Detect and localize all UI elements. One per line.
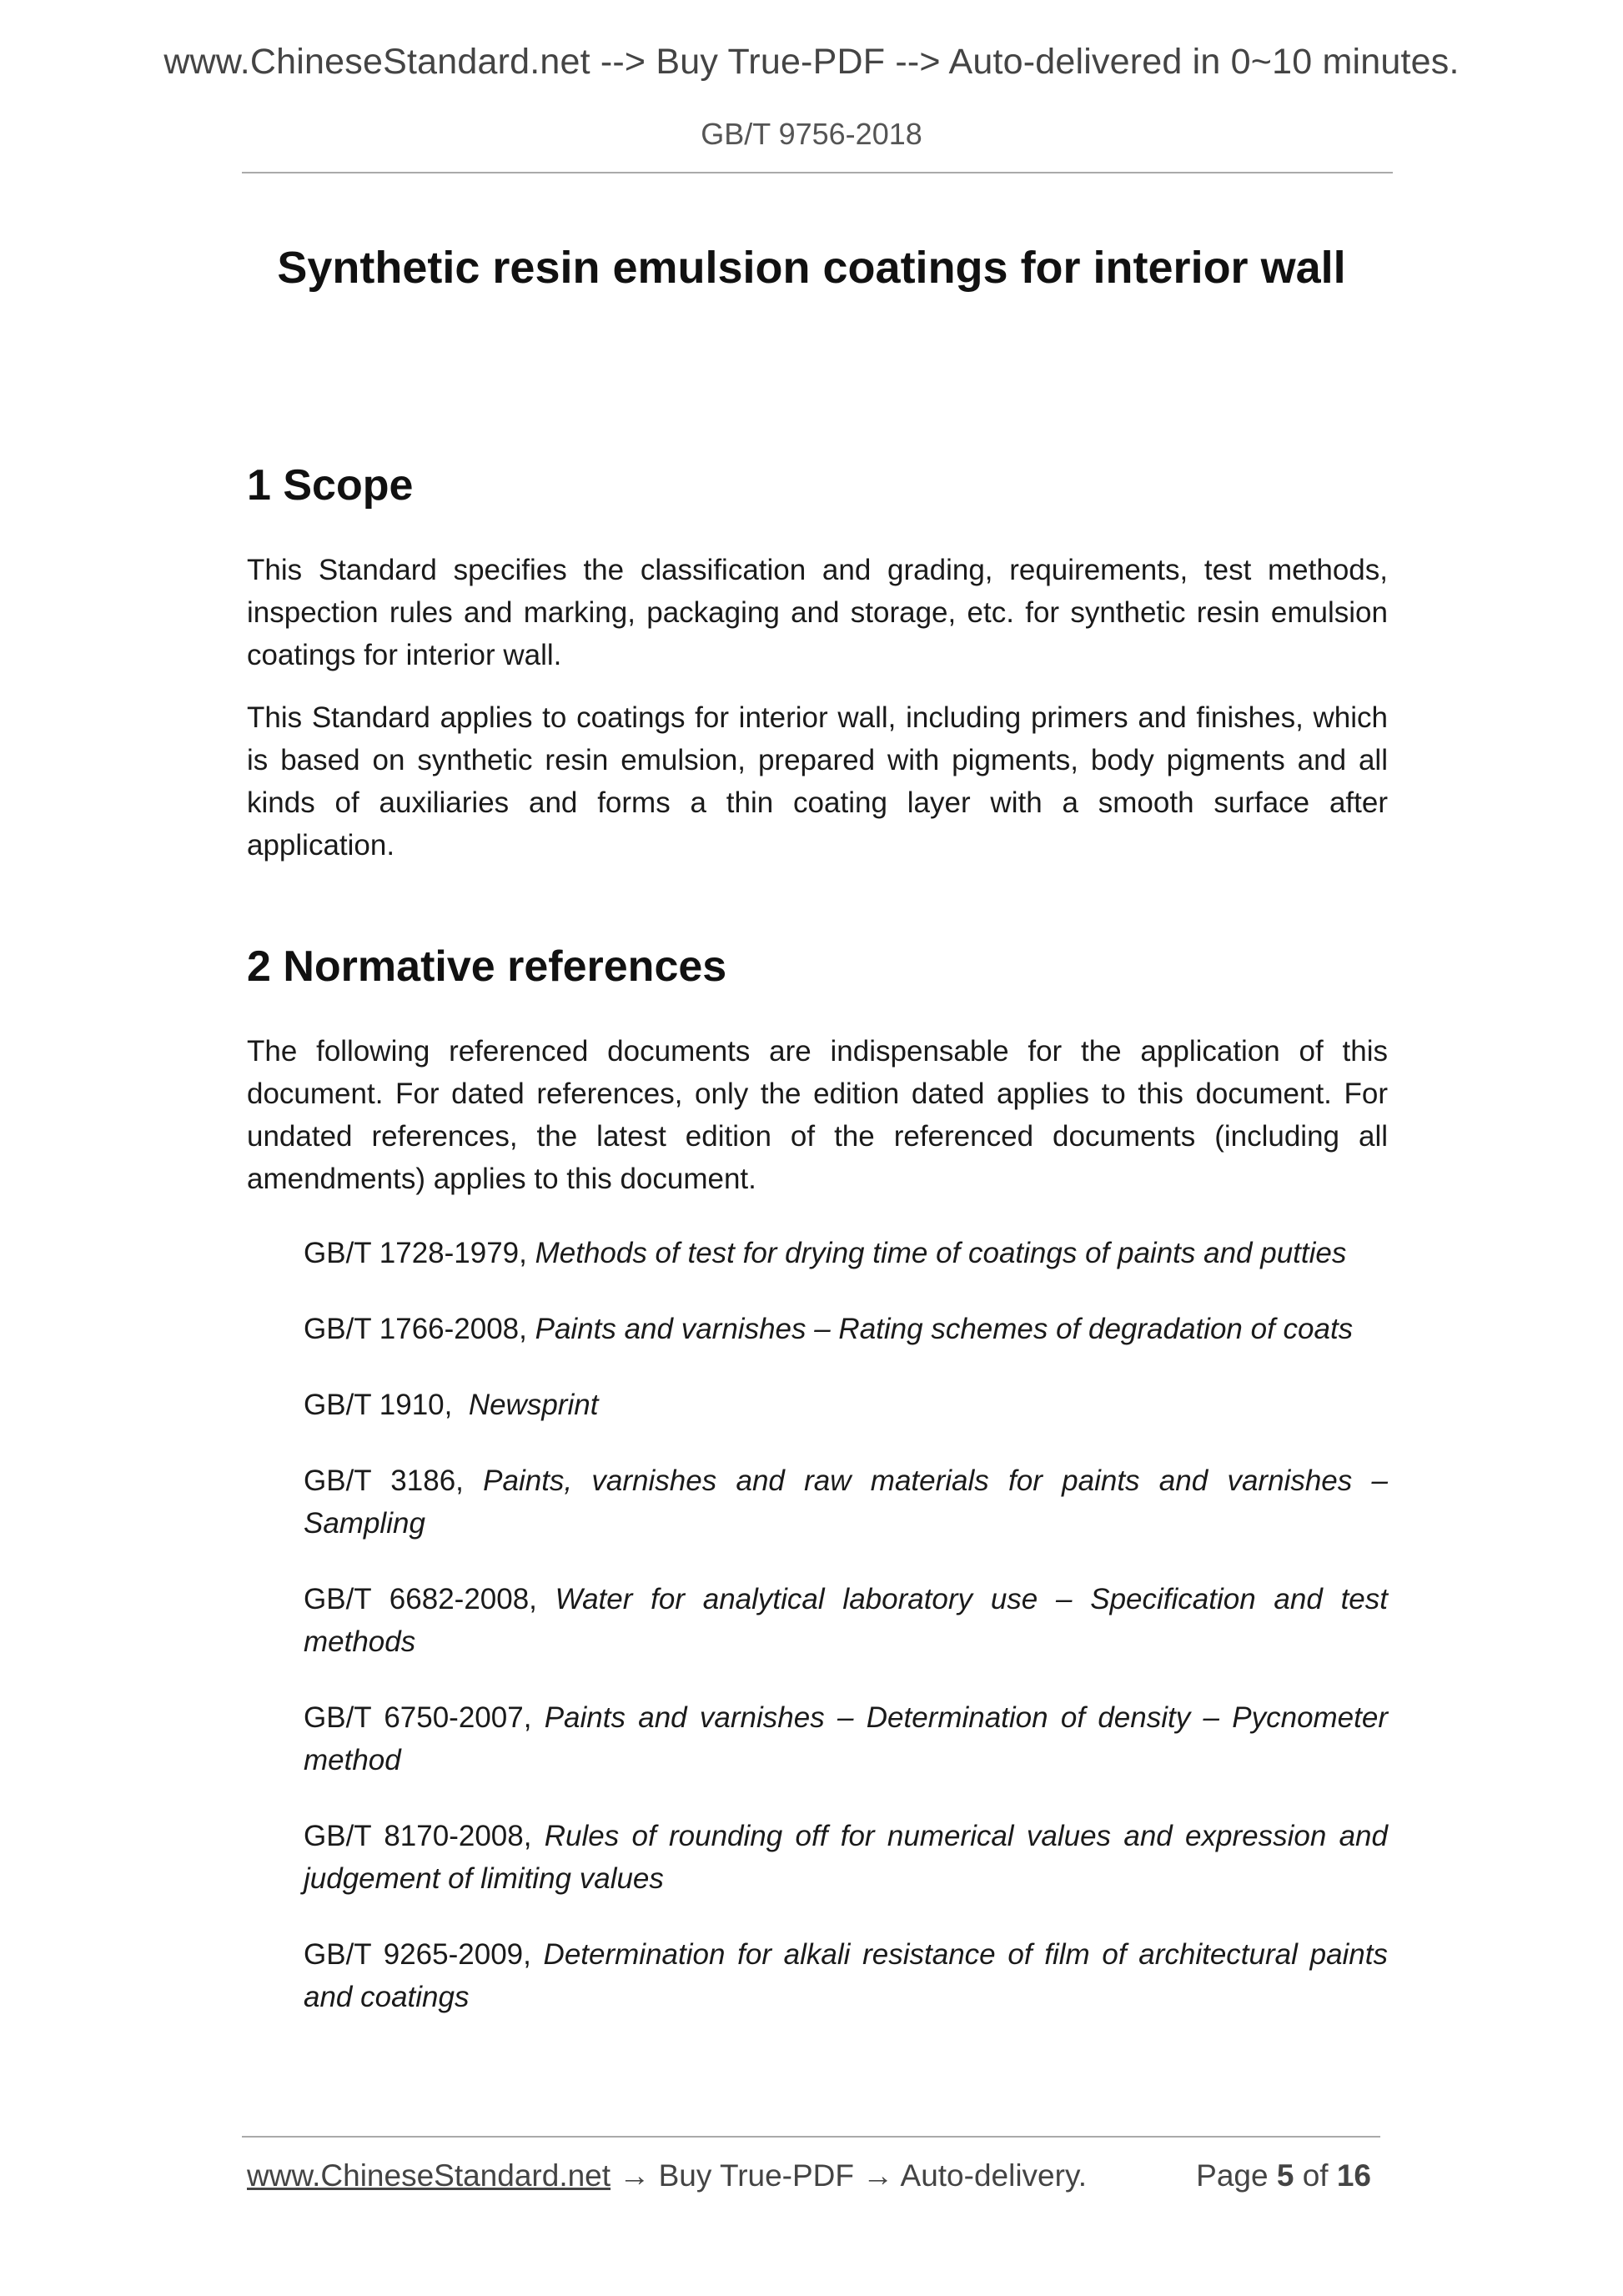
- page-total: 16: [1336, 2158, 1371, 2193]
- reference-title: Paints and varnishes – Rating schemes of degradation of coats: [535, 1313, 1354, 1345]
- reference-item: [304, 1696, 1388, 1781]
- reference-item: [304, 1933, 1388, 2018]
- scope-paragraph-1: This Standard specifies the classification and grading, requirements, test methods, inspection rules and marking, packaging and storage, etc. for synthetic resin emulsion coatings for interior wall.: [247, 554, 1388, 671]
- footer-promo: [247, 2158, 1087, 2193]
- page-title: Synthetic resin emulsion coatings for interior wall: [277, 243, 1346, 293]
- header-divider: [242, 172, 1393, 173]
- page-footer: [247, 2158, 1381, 2200]
- page-indicator: [1196, 2158, 1371, 2193]
- reference-item: [304, 1578, 1388, 1663]
- footer-divider: [242, 2136, 1380, 2138]
- reference-code: GB/T 1766-2008,: [304, 1313, 535, 1345]
- reference-item: [304, 1232, 1388, 1274]
- section-heading-normative-references: 2 Normative references: [247, 942, 727, 991]
- reference-title: Rules of rounding off for numerical values and expression and judgement of limiting values: [304, 1820, 1388, 1895]
- reference-title: Methods of test for drying time of coatings of paints and putties: [535, 1237, 1347, 1269]
- reference-item: [304, 1459, 1388, 1545]
- footer-site-link[interactable]: www.ChineseStandard.net: [247, 2158, 611, 2193]
- reference-code: GB/T 1728-1979,: [304, 1237, 535, 1269]
- reference-item: [304, 1308, 1388, 1350]
- page-number: 5: [1276, 2158, 1294, 2193]
- normative-references-intro: The following referenced documents are indispensable for the application of this document. For dated references, only the edition dated applies to this document. For undated references, the latest edition of the referenced documents (including all amendments) applies to this document.: [247, 1035, 1388, 1195]
- page-of-label: of: [1294, 2158, 1337, 2193]
- reference-title: Paints, varnishes and raw materials for paints and varnishes – Sampling: [304, 1465, 1388, 1540]
- reference-code: GB/T 9265-2009,: [304, 1938, 544, 1971]
- reference-title: Paints and varnishes – Determination of density – Pycnometer method: [304, 1701, 1388, 1776]
- top-banner: www.ChineseStandard.net --> Buy True-PDF --> Auto-delivered in 0~10 minutes.: [163, 42, 1460, 82]
- reference-title: Determination for alkali resistance of film of architectural paints and coatings: [304, 1938, 1388, 2013]
- reference-code: GB/T 6682-2008,: [304, 1583, 555, 1615]
- footer-tagline: → Buy True-PDF → Auto-delivery.: [611, 2158, 1087, 2193]
- reference-title: Newsprint: [468, 1389, 599, 1421]
- reference-item: [304, 1815, 1388, 1900]
- page-label: Page: [1196, 2158, 1277, 2193]
- reference-code: GB/T 8170-2008,: [304, 1820, 545, 1852]
- scope-paragraph-2: This Standard applies to coatings for interior wall, including primers and finishes, which is based on synthetic resin emulsion, prepared with pigments, body pigments and all kinds of auxiliaries and forms a thin coating layer with a smooth surface after application.: [247, 701, 1388, 862]
- reference-code: GB/T 3186,: [304, 1465, 484, 1497]
- reference-item: [304, 1384, 1388, 1426]
- document-body: [247, 459, 1388, 2052]
- section-heading-scope: 1 Scope: [247, 461, 414, 510]
- reference-code: GB/T 1910,: [304, 1389, 469, 1421]
- reference-code: GB/T 6750-2007,: [304, 1701, 545, 1734]
- reference-title: Water for analytical laboratory use – Specification and test methods: [304, 1583, 1389, 1658]
- reference-list: [247, 1232, 1388, 2018]
- document-code: GB/T 9756-2018: [701, 117, 922, 151]
